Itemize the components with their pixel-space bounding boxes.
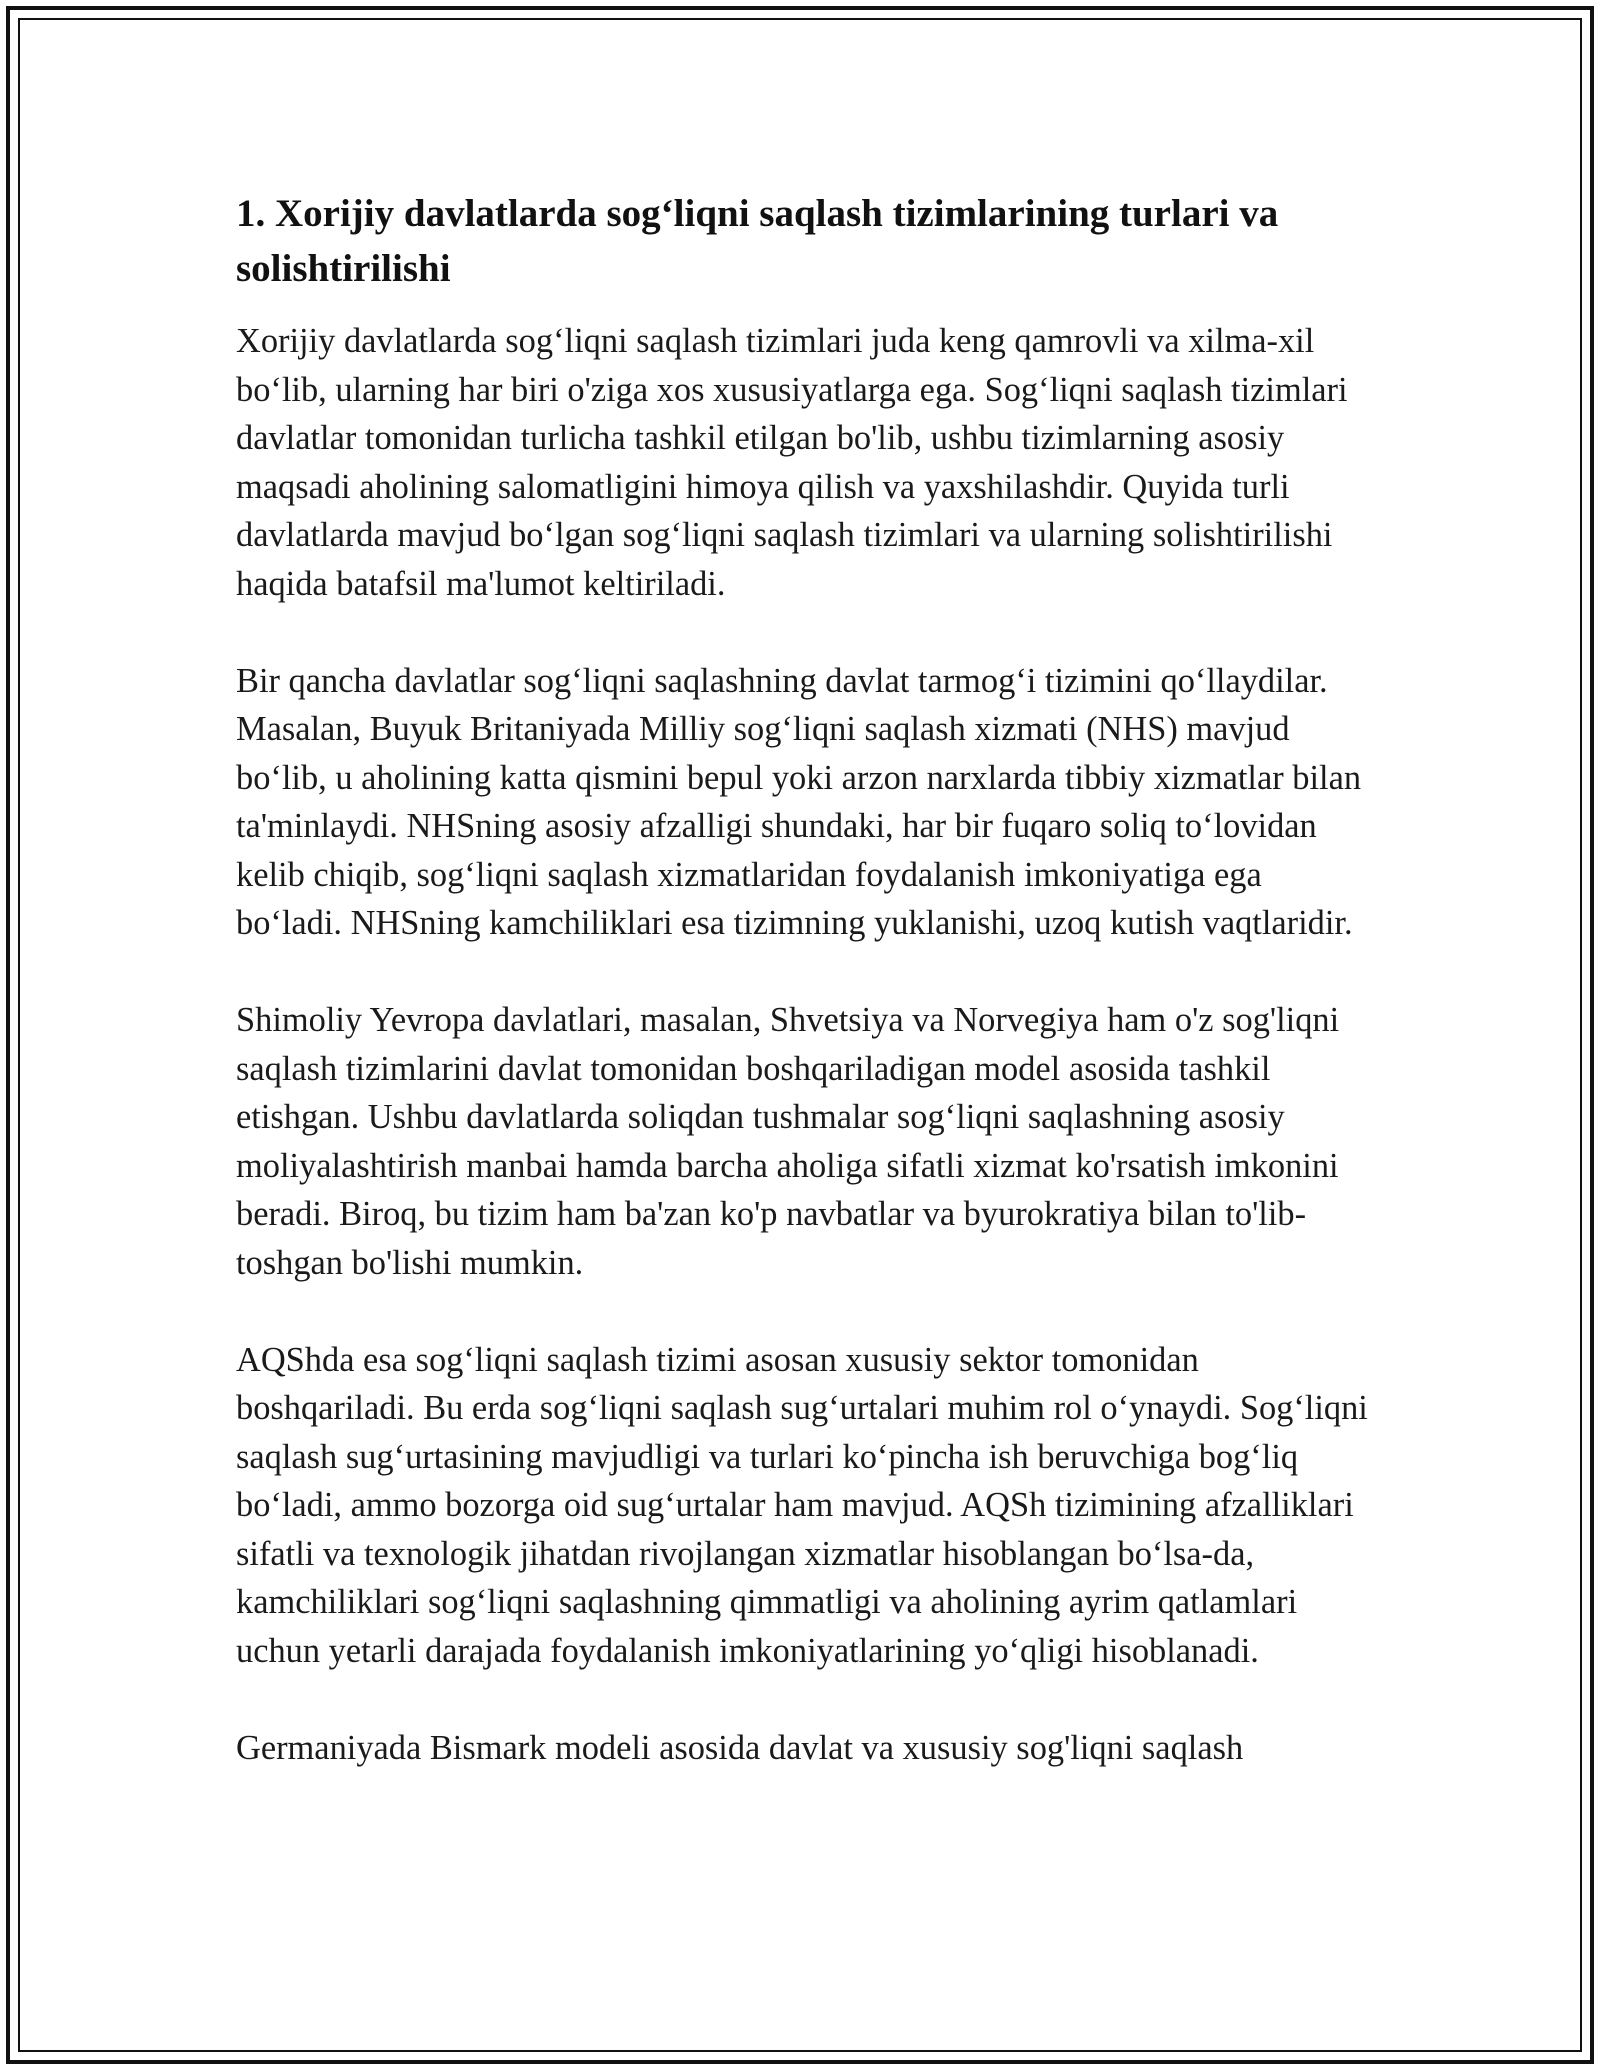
paragraph-uk-nhs: Bir qancha davlatlar sog‘liqni saqlashning davlat tarmog‘i tizimini qo‘llaydilar. Masalan, Buyuk Britaniyada Milliy sog‘liqni saqlash xizmati (NHS) mavjud bo‘lib, u aholining katta qismini bepul yoki arzon narxlarda tibbiy xizmatlar bilan ta'minlaydi. NHSning asosiy afzalligi shundaki, har bir fuqaro soliq to‘lovidan kelib chiqib, sog‘liqni saqlash xizmatlaridan foydalanish imkoniyatiga ega bo‘ladi. NHSning kamchiliklari esa tizimning yuklanishi, uzoq kutish vaqtlaridir. — [236, 661, 1362, 942]
paragraph-germany: Germaniyada Bismark modeli asosida davlat va xususiy sog'liqni saqlash — [236, 1728, 1244, 1767]
paragraph-nordic: Shimoliy Yevropa davlatlari, masalan, Shvetsiya va Norvegiya ham o'z sog'liqni saqlash tizimlarini davlat tomonidan boshqariladigan model asosida tashkil etishgan. Ushbu davlatlarda soliqdan tushmalar sog‘liqni saqlashning asosiy moliyalashtirish manbai hamda barcha aholiga sifatli xizmat ko'rsatish imkonini beradi. Biroq, bu tizim ham ba'zan ko'p navbatlar va byurokratiya bilan to'lib-toshgan bo'lishi mumkin. — [236, 1001, 1340, 1282]
section-heading: 1. Xorijiy davlatlarda sog‘liqni saqlash tizimlarining turlari va solishtirilishi — [236, 192, 1279, 290]
document-body — [236, 186, 1372, 1772]
paragraph-usa: AQShda esa sog‘liqni saqlash tizimi asosan xususiy sektor tomonidan boshqariladi. Bu erda sog‘liqni saqlash sug‘urtalari muhim rol o‘ynaydi. Sog‘liqni saqlash sug‘urtasining mavjudligi va turlari ko‘pincha ish beruvchiga bog‘liq bo‘ladi, ammo bozorga oid sug‘urtalar ham mavjud. AQSh tizimining afzalliklari sifatli va texnologik jihatdan rivojlangan xizmatlar hisoblangan bo‘lsa-da, kamchiliklari sog‘liqni saqlashning qimmatligi va aholining ayrim qatlamlari uchun yetarli darajada foydalanish imkoniyatlarining yo‘qligi hisoblanadi. — [236, 1340, 1368, 1670]
paragraph-intro: Xorijiy davlatlarda sog‘liqni saqlash tizimlari juda keng qamrovli va xilma-xil bo‘lib, ularning har biri o'ziga xos xususiyatlarga ega. Sog‘liqni saqlash tizimlari davlatlar tomonidan turlicha tashkil etilgan bo'lib, ushbu tizimlarning asosiy maqsadi aholining salomatligini himoya qilish va yaxshilashdir. Quyida turli davlatlarda mavjud bo‘lgan sog‘liqni saqlash tizimlari va ularning solishtirilishi haqida batafsil ma'lumot keltiriladi. — [236, 322, 1348, 603]
